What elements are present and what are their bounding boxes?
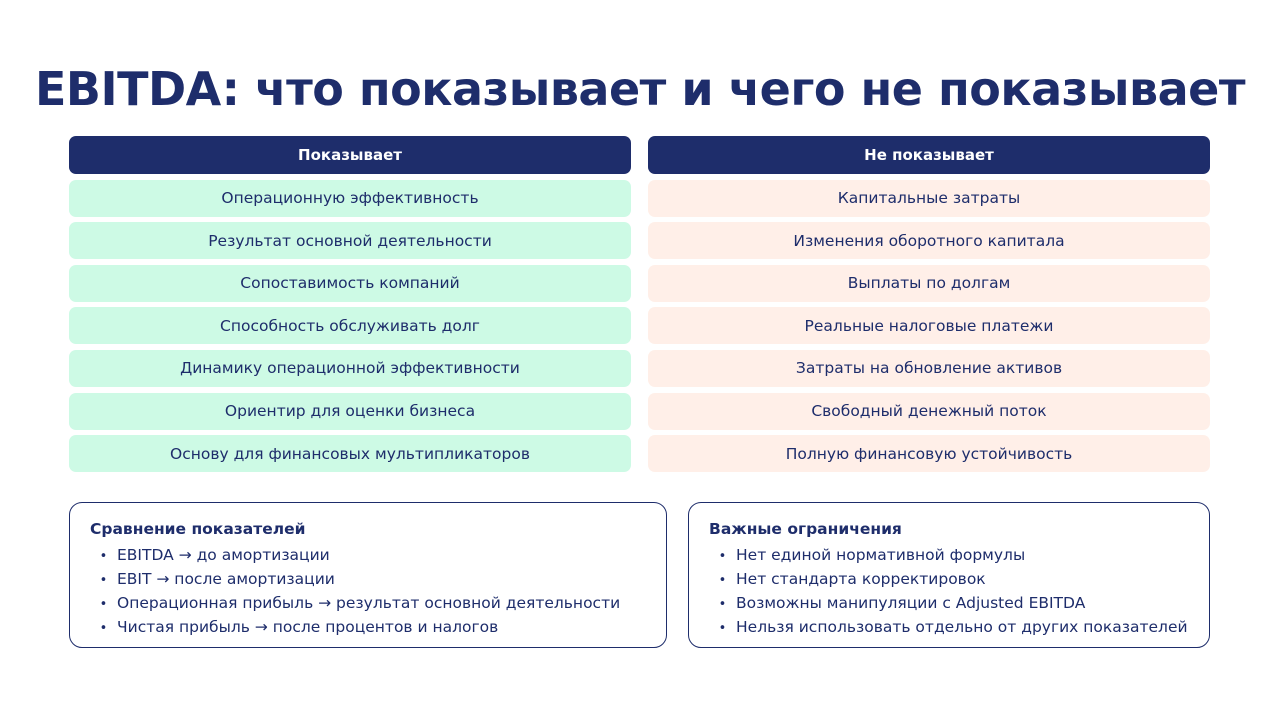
limitations-title: Важные ограничения bbox=[709, 520, 902, 538]
not-shows-item: Затраты на обновление активов bbox=[648, 350, 1210, 387]
shows-header: Показывает bbox=[69, 136, 631, 174]
bullet-icon: • bbox=[99, 573, 108, 588]
shows-item: Результат основной деятельности bbox=[69, 222, 631, 259]
comparison-list-item bbox=[90, 544, 646, 568]
limitations-item-text: Возможны манипуляции с Adjusted EBITDA bbox=[736, 594, 1086, 612]
not-shows-item: Капитальные затраты bbox=[648, 180, 1210, 217]
not-shows-item: Реальные налоговые платежи bbox=[648, 307, 1210, 344]
shows-item: Сопоставимость компаний bbox=[69, 265, 631, 302]
not-shows-column bbox=[648, 136, 1210, 472]
page-title: EBITDA: что показывает и чего не показывает bbox=[34, 62, 1246, 116]
comparison-title: Сравнение показателей bbox=[90, 520, 306, 538]
bullet-icon: • bbox=[718, 549, 727, 564]
shows-item: Динамику операционной эффективности bbox=[69, 350, 631, 387]
shows-item: Операционную эффективность bbox=[69, 180, 631, 217]
comparison-item-text: Операционная прибыль → результат основной деятельности bbox=[117, 594, 621, 612]
limitations-item-text: Нет стандарта корректировок bbox=[736, 570, 986, 588]
not-shows-item: Выплаты по долгам bbox=[648, 265, 1210, 302]
bullet-icon: • bbox=[718, 621, 727, 636]
not-shows-header: Не показывает bbox=[648, 136, 1210, 174]
comparison-list-item bbox=[90, 568, 646, 592]
bullet-icon: • bbox=[99, 597, 108, 612]
limitations-list-item bbox=[709, 616, 1189, 640]
comparison-box bbox=[69, 502, 667, 648]
comparison-list bbox=[90, 544, 646, 640]
shows-column bbox=[69, 136, 631, 472]
limitations-list-item bbox=[709, 568, 1189, 592]
limitations-list-item bbox=[709, 544, 1189, 568]
comparison-item-text: EBITDA → до амортизации bbox=[117, 546, 330, 564]
limitations-box bbox=[688, 502, 1210, 648]
comparison-item-text: Чистая прибыль → после процентов и налогов bbox=[117, 618, 499, 636]
not-shows-item: Свободный денежный поток bbox=[648, 393, 1210, 430]
bullet-icon: • bbox=[99, 549, 108, 564]
limitations-item-text: Нет единой нормативной формулы bbox=[736, 546, 1026, 564]
shows-item: Основу для финансовых мультипликаторов bbox=[69, 435, 631, 472]
bullet-icon: • bbox=[718, 597, 727, 612]
not-shows-item: Полную финансовую устойчивость bbox=[648, 435, 1210, 472]
comparison-list-item bbox=[90, 592, 646, 616]
comparison-item-text: EBIT → после амортизации bbox=[117, 570, 335, 588]
shows-item: Ориентир для оценки бизнеса bbox=[69, 393, 631, 430]
bullet-icon: • bbox=[99, 621, 108, 636]
limitations-item-text: Нельзя использовать отдельно от других показателей bbox=[736, 618, 1188, 636]
limitations-list-item bbox=[709, 592, 1189, 616]
bullet-icon: • bbox=[718, 573, 727, 588]
not-shows-item: Изменения оборотного капитала bbox=[648, 222, 1210, 259]
shows-item: Способность обслуживать долг bbox=[69, 307, 631, 344]
comparison-list-item bbox=[90, 616, 646, 640]
limitations-list bbox=[709, 544, 1189, 640]
